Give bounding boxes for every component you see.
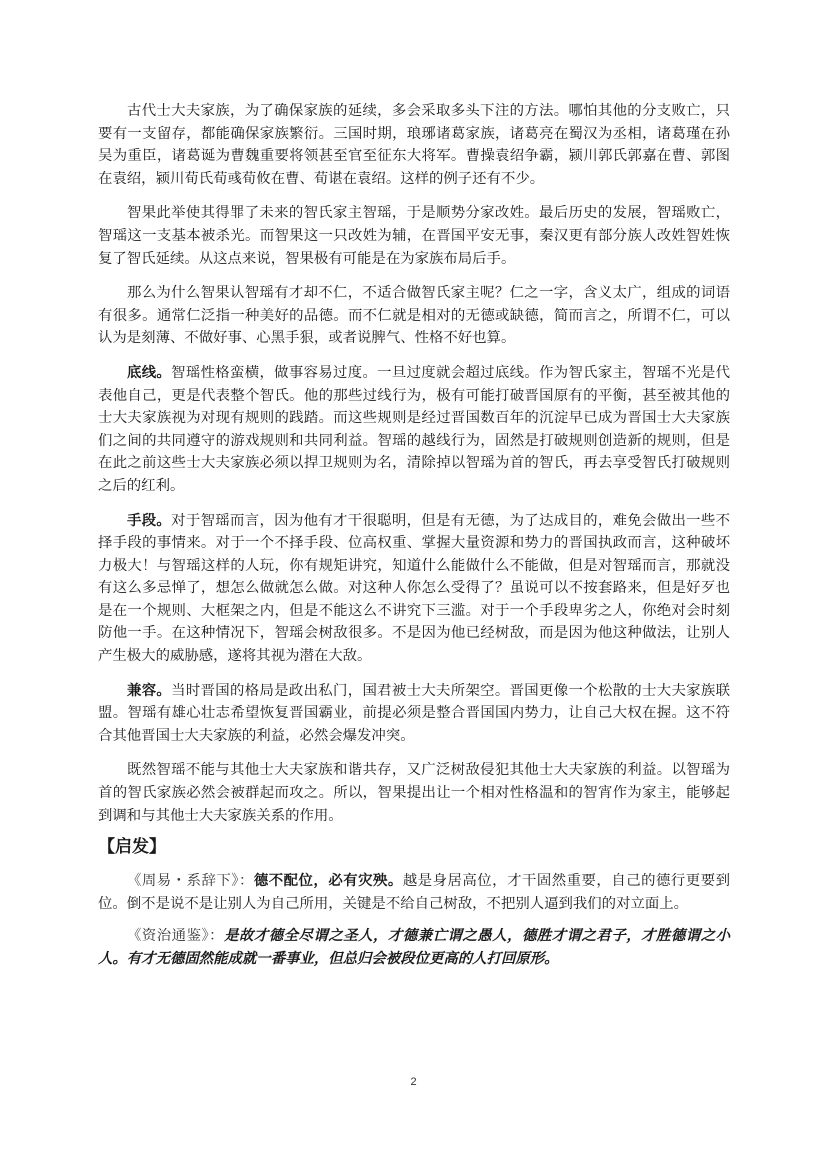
page-number: 2 [410,1076,417,1088]
classic-quote: 是故才德全尽谓之圣人，才德兼亡谓之愚人，德胜才谓之君子，才胜德谓之小人。有才无德固然能成就一番事业，但总归会被段位更高的人打回原形。 [98,927,730,967]
paragraph-2 [98,202,730,270]
paragraph-lead: 底线。 [127,363,172,381]
insight-quote-2 [98,925,730,970]
paragraph-bottom-line [98,362,730,498]
paragraph-compatibility [98,680,730,748]
body-text [98,100,730,839]
paragraph-means [98,510,730,668]
paragraph-text: 古代士大夫家族，为了确保家族的延续，多会采取多头下注的方法。哪怕其他的分支败亡，只要有一支留存，都能确保家族繁衍。三国时期，琅琊诸葛家族，诸葛亮在蜀汉为丞相，诸葛瑾在孙吴为重臣，诸葛诞为曹魏重要将领甚至官至征东大将军。曹操袁绍争霸，颍川郭氏郭嘉在曹、郭图在袁绍，颍川荀氏荀彧荀攸在曹、荀谌在袁绍。这样的例子还有不少。 [98,103,730,187]
paragraph-3 [98,282,730,350]
insight-heading: 【启发】 [98,837,166,857]
book-title: 《周易・系辞下》： [127,873,254,889]
paragraph-lead: 手段。 [127,511,172,529]
paragraph-text: 对于智瑶而言，因为他有才干很聪明，但是有无德，为了达成目的，难免会做出一些不择手段的事情来。对于一个不择手段、位高权重、掌握大量资源和势力的晋国执政而言，这种破坏力极大！与智瑶这样的人玩，你有规矩讲究，知道什么能做什么不能做，但是对智瑶而言，那就没有这么多忌惮了，想怎么做就怎么做。对这种人你怎么受得了？虽说可以不按套路来，但是好歹也是在一个规则、大框架之内，但是不能这么不讲究下三滥。对于一个手段卑劣之人，你绝对会时刻防他一手。在这种情况下，智瑶会树敌很多。不是因为他已经树敌，而是因为他这种做法，让别人产生极大的威胁感，遂将其视为潜在大敌。 [98,512,730,665]
insight-section [98,870,730,980]
paragraph-text: 智瑶性格蛮横，做事容易过度。一旦过度就会超过底线。作为智氏家主，智瑶不光是代表他自己，更是代表整个智氏。他的那些过线行为，极有可能打破晋国原有的平衡，甚至被其他的士大夫家族视为对现有规则的践踏。而这些规则是经过晋国数百年的沉淀早已成为晋国士大夫家族们之间的共同遵守的游戏规则和共同利益。智瑶的越线行为，固然是打破规则创造新的规则，但是在此之前这些士大夫家族必须以捍卫规则为名，清除掉以智瑶为首的智氏，再去享受智氏打破规则之后的红利。 [98,364,730,494]
book-title: 《资治通鉴》： [127,928,225,945]
paragraph-lead: 兼容。 [127,681,172,699]
paragraph-text: 那么为什么智果认智瑶有才却不仁，不适合做智氏家主呢？仁之一字，含义太广，组成的词语有很多。通常仁泛指一种美好的品德。而不仁就是相对的无德或缺德，简而言之，所谓不仁，可以认为是刻薄、不做好事、心黑手狠，或者说脾气、性格不好也算。 [98,285,730,347]
commentary: 越是身居高位，才干固然重要，自己的德行更要到位。倒不是说不是让别人为自己所用，关键是不给自己树敌，不把别人逼到我们的对立面上。 [98,873,730,912]
paragraph-text: 既然智瑶不能与其他士大夫家族和谐共存，又广泛树敌侵犯其他士大夫家族的利益。以智瑶为首的智氏家族必然会被群起而攻之。所以，智果提出让一个相对性格温和的智宵作为家主，能够起到调和与其他士大夫家族关系的作用。 [98,762,730,824]
classic-quote: 德不配位，必有灾殃。 [253,872,403,889]
insight-quote-1 [98,870,730,915]
paragraph-7 [98,759,730,827]
paragraph-text: 智果此举使其得罪了未来的智氏家主智瑶，于是顺势分家改姓。最后历史的发展，智瑶败亡，智瑶这一支基本被杀光。而智果这一只改姓为辅，在晋国平安无事，秦汉更有部分族人改姓智姓恢复了智氏延续。从这点来说，智果极有可能是在为家族布局后手。 [98,205,730,267]
paragraph-1 [98,100,730,190]
paragraph-text: 当时晋国的格局是政出私门，国君被士大夫所架空。晋国更像一个松散的士大夫家族联盟。智瑶有雄心壮志希望恢复晋国霸业，前提必须是整合晋国国内势力，让自己大权在握。这不符合其他晋国士大夫家族的利益，必然会爆发冲突。 [98,682,730,744]
